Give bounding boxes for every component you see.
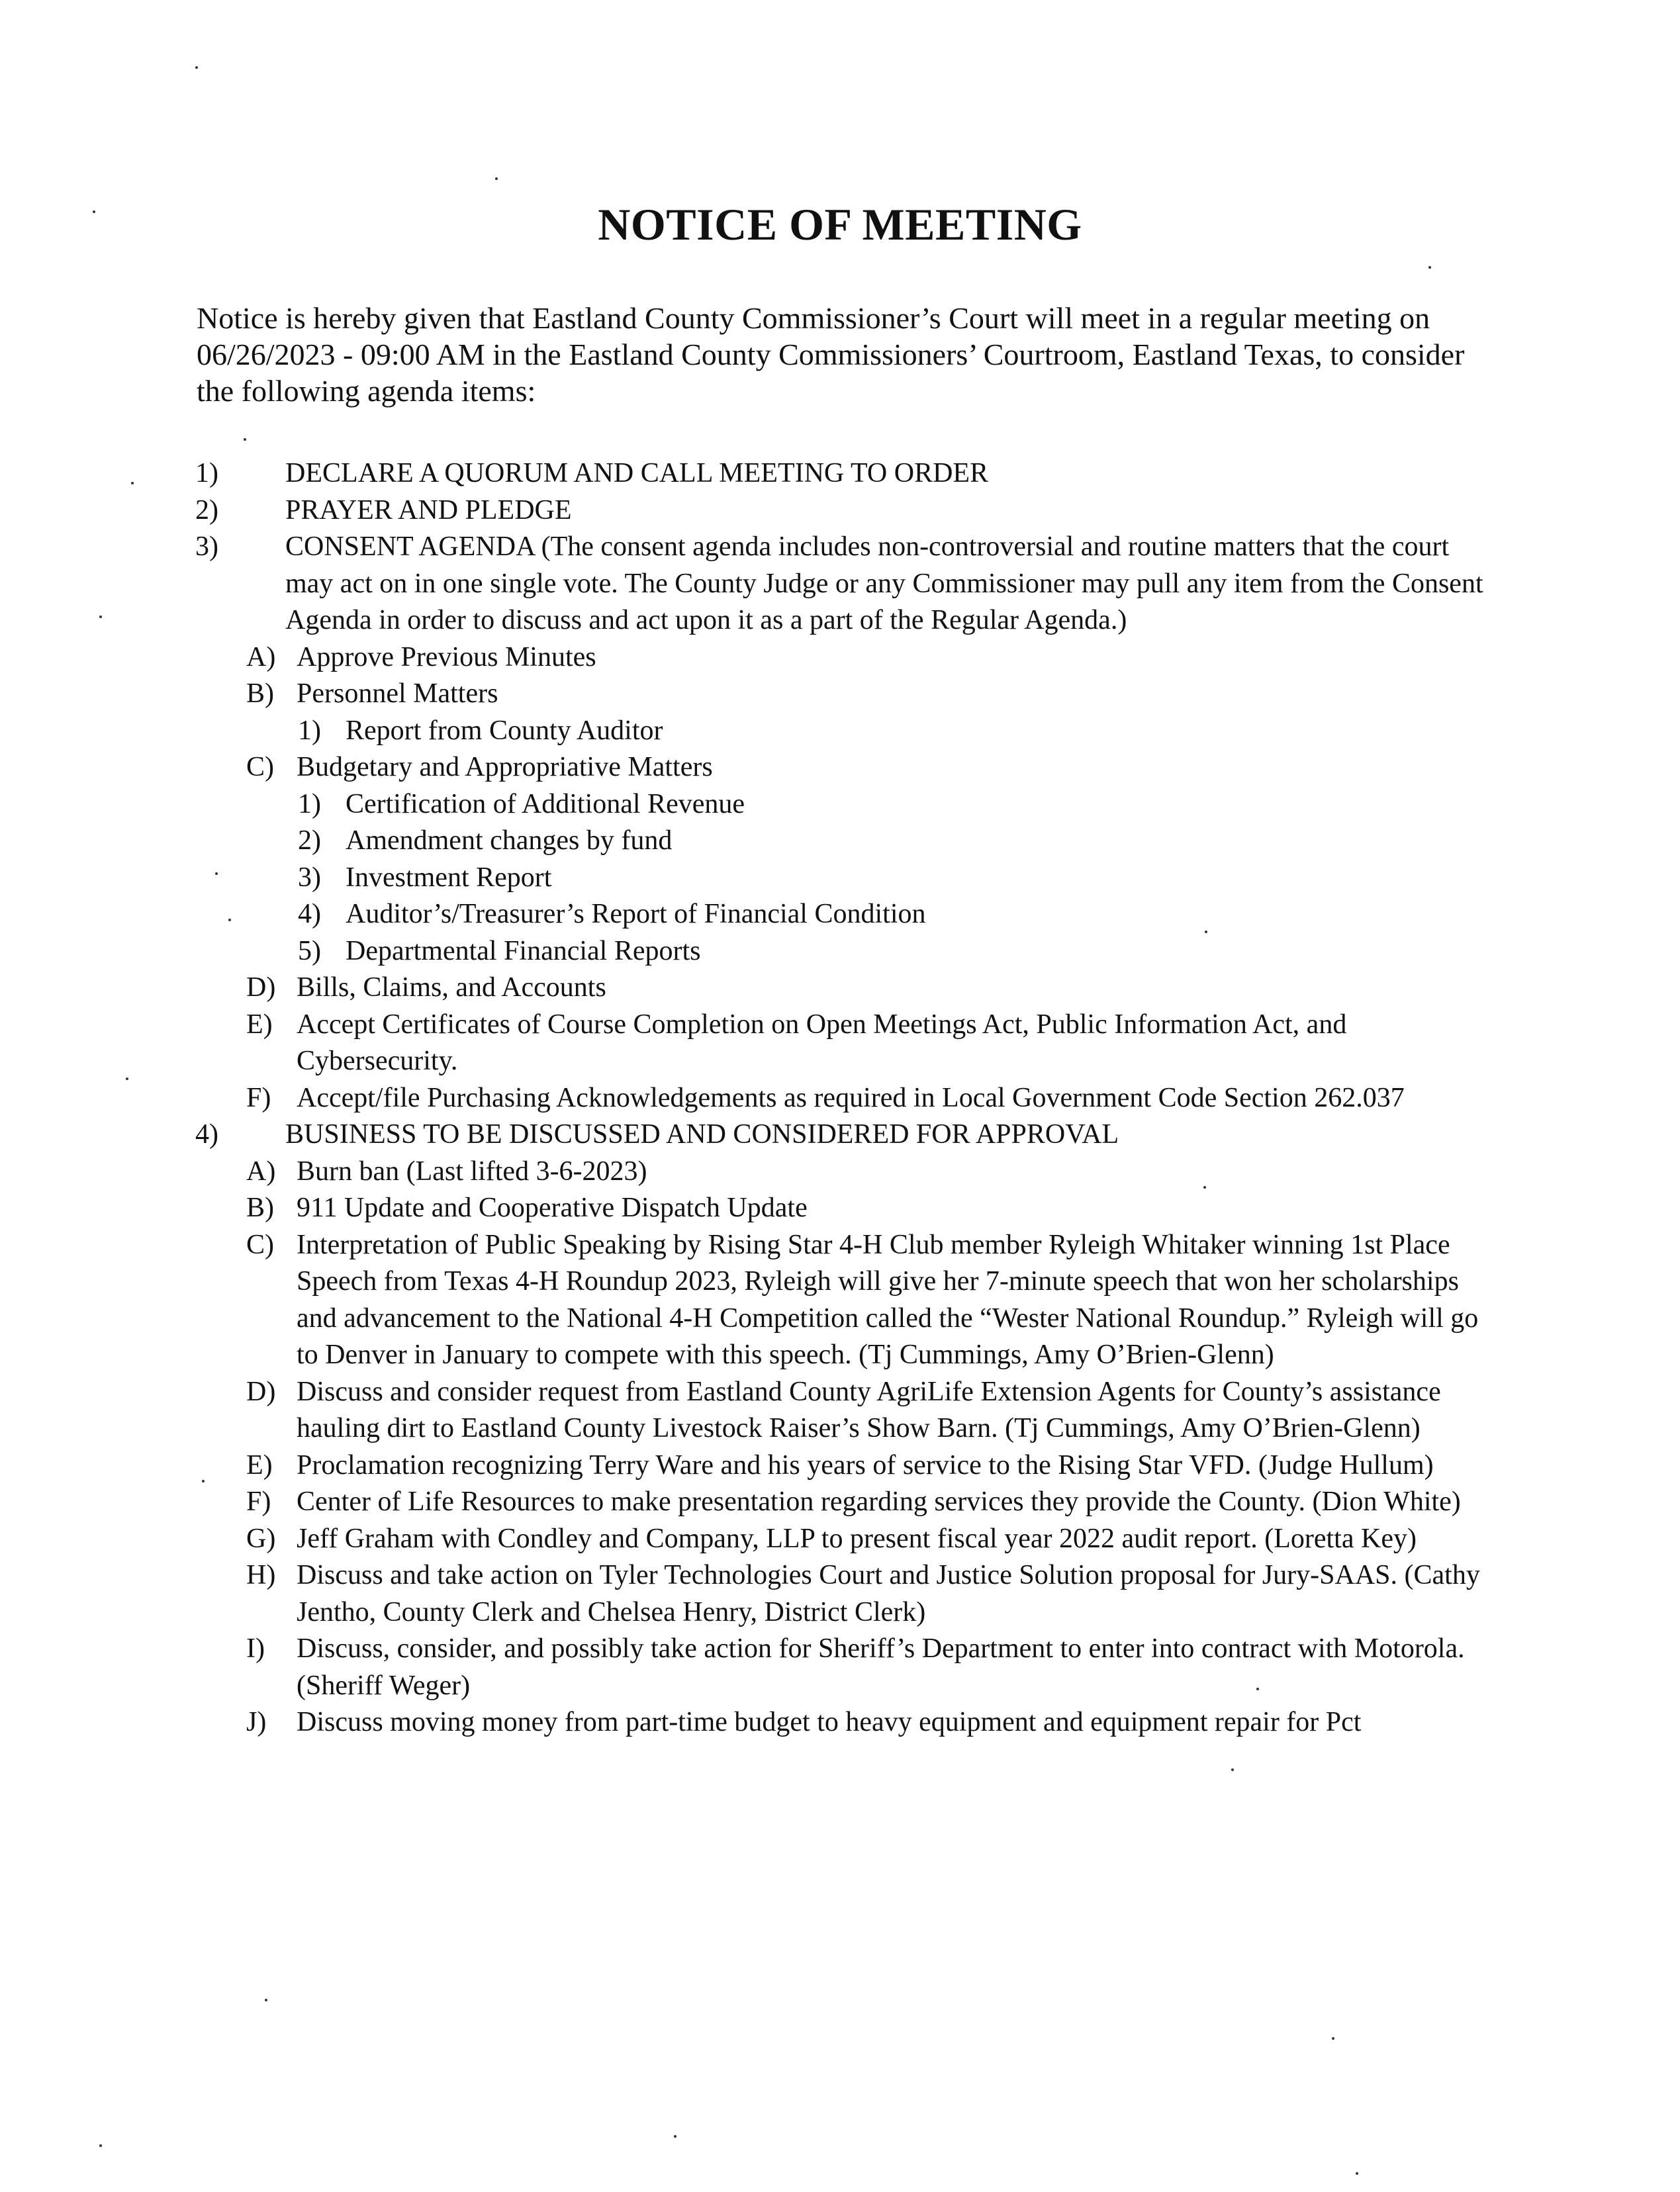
scan-speck — [1428, 266, 1431, 269]
agenda-item — [0, 1117, 1680, 1154]
agenda-item-text: Bills, Claims, and Accounts — [297, 972, 606, 1003]
agenda-item-number: 3) — [298, 862, 321, 893]
agenda-item — [0, 1190, 1680, 1227]
agenda-item-text: CONSENT AGENDA (The consent agenda includes non-controversial and routine matters that the court may act on in one single vote. The County Judge or any Commissioner may pull any item from the Consent Agenda in order to discuss and act upon it as a part of the Regular Agenda.) — [285, 531, 1483, 635]
agenda-item-number: 1) — [298, 788, 321, 819]
agenda-item-text: Approve Previous Minutes — [297, 641, 596, 672]
scan-speck — [195, 66, 198, 69]
agenda-item-text: Center of Life Resources to make presentation regarding services they provide the County. (Dion White) — [297, 1486, 1461, 1517]
agenda-item-number: H) — [246, 1560, 276, 1590]
agenda-item-text: Burn ban (Last lifted 3-6-2023) — [297, 1156, 647, 1187]
agenda-item — [0, 1080, 1680, 1117]
scan-speck — [1205, 931, 1207, 933]
agenda-item — [0, 1007, 1680, 1080]
scan-speck — [202, 1480, 205, 1483]
agenda-item-number: D) — [246, 972, 276, 1003]
agenda-item-text: Proclamation recognizing Terry Ware and his years of service to the Rising Star VFD. (Judge Hullum) — [297, 1449, 1434, 1481]
agenda-item-text: Certification of Additional Revenue — [346, 788, 745, 819]
scan-speck — [131, 482, 134, 484]
agenda-item-number: A) — [246, 1156, 276, 1187]
agenda-item-text: Amendment changes by fund — [346, 825, 673, 856]
agenda-item-text: Jeff Graham with Condley and Company, LLP to present fiscal year 2022 audit report. (Loretta Key) — [297, 1523, 1417, 1554]
agenda-item — [0, 529, 1680, 639]
page-title: NOTICE OF MEETING — [598, 199, 1082, 250]
agenda-item-number: 3) — [195, 531, 218, 562]
scan-speck — [215, 872, 218, 875]
agenda-item — [0, 1521, 1680, 1558]
agenda-item-text: Discuss and consider request from Eastland County AgriLife Extension Agents for County’s assistance hauling dirt to Eastland County Livestock Raiser’s Show Barn. (Tj Cummings, Amy O’Brien-Glenn) — [297, 1376, 1441, 1443]
agenda-item-number: D) — [246, 1376, 276, 1407]
scan-speck — [99, 616, 102, 618]
scan-speck — [93, 210, 95, 213]
agenda-item — [0, 676, 1680, 713]
agenda-item — [0, 786, 1680, 823]
agenda-item-number: 5) — [298, 935, 321, 966]
scan-speck — [495, 177, 498, 180]
agenda-item-text: Personnel Matters — [297, 678, 498, 709]
agenda-item-text: Discuss moving money from part-time budget to heavy equipment and equipment repair for Pct — [297, 1707, 1362, 1737]
agenda-item — [0, 492, 1680, 529]
agenda-item-text: Report from County Auditor — [346, 715, 663, 746]
agenda-item — [0, 933, 1680, 970]
scan-speck — [1332, 2037, 1334, 2040]
agenda-item-text: Investment Report — [346, 862, 552, 893]
agenda-item-number: C) — [246, 752, 274, 782]
scan-speck — [265, 1999, 267, 2001]
agenda-item — [0, 1704, 1680, 1741]
agenda-item — [0, 1484, 1680, 1521]
scan-speck — [126, 1077, 128, 1080]
agenda-item — [0, 1631, 1680, 1704]
agenda-item-number: E) — [246, 1449, 273, 1481]
agenda-item-number: G) — [246, 1523, 276, 1554]
agenda-item-text: Auditor’s/Treasurer’s Report of Financial Condition — [346, 899, 926, 929]
agenda-item — [0, 749, 1680, 786]
scan-speck — [1231, 1768, 1234, 1771]
agenda-list — [0, 455, 1680, 1741]
agenda-item — [0, 823, 1680, 860]
agenda-item-number: E) — [246, 1009, 273, 1040]
agenda-item — [0, 1227, 1680, 1374]
agenda-item — [0, 860, 1680, 897]
notice-intro: Notice is hereby given that Eastland County Commissioner’s Court will meet in a regular meeting on 06/26/2023 - 09:00 AM in the Eastland County Commissioners’ Courtroom, Eastland Texas, to consider the following agenda items: — [197, 301, 1465, 408]
scan-speck — [244, 438, 246, 441]
agenda-item-text: DECLARE A QUORUM AND CALL MEETING TO ORDER — [285, 458, 989, 488]
agenda-item-number: 4) — [195, 1119, 218, 1150]
agenda-item-text: Accept Certificates of Course Completion on Open Meetings Act, Public Information Act, and Cybersecurity. — [297, 1009, 1347, 1076]
agenda-item-number: 2) — [195, 494, 218, 525]
agenda-item — [0, 1374, 1680, 1447]
agenda-item — [0, 1447, 1680, 1484]
agenda-item-number: 2) — [298, 825, 321, 856]
scan-speck — [674, 2135, 677, 2138]
scan-speck — [228, 919, 231, 921]
agenda-item — [0, 1154, 1680, 1191]
agenda-item-text: Discuss, consider, and possibly take action for Sheriff’s Department to enter into contract with Motorola. (Sheriff Weger) — [297, 1633, 1465, 1701]
agenda-item-text: Discuss and take action on Tyler Technologies Court and Justice Solution proposal for Jury-SAAS. (Cathy Jentho, County Clerk and Chelsea Henry, District Clerk) — [297, 1560, 1480, 1627]
scan-speck — [1203, 1186, 1206, 1189]
scan-speck — [1256, 1688, 1259, 1690]
agenda-item-number: J) — [246, 1707, 267, 1737]
agenda-item-number: 1) — [195, 458, 218, 488]
agenda-item-text: Budgetary and Appropriative Matters — [297, 752, 713, 782]
agenda-item-text: Interpretation of Public Speaking by Rising Star 4-H Club member Ryleigh Whitaker winning 1st Place Speech from Texas 4-H Roundup 2023, Ryleigh will give her 7-minute speech that won her scholarships and advancement to the National 4-H Competition called the “Wester National Roundup.” Ryleigh will go to Denver in January to compete with this speech. (Tj Cummings, Amy O’Brien-Glenn) — [297, 1229, 1479, 1370]
agenda-item-text: Accept/file Purchasing Acknowledgements as required in Local Government Code Section 262.037 — [297, 1082, 1405, 1113]
agenda-item — [0, 455, 1680, 492]
agenda-item-text: BUSINESS TO BE DISCUSSED AND CONSIDERED FOR APPROVAL — [285, 1119, 1119, 1150]
agenda-item-number: B) — [246, 678, 274, 709]
agenda-item — [0, 1557, 1680, 1631]
agenda-item-number: F) — [246, 1082, 271, 1113]
agenda-item-text: Departmental Financial Reports — [346, 935, 701, 966]
agenda-item — [0, 970, 1680, 1007]
scan-speck — [1356, 2172, 1358, 2175]
agenda-item — [0, 713, 1680, 750]
agenda-item-number: B) — [246, 1193, 274, 1223]
agenda-item-number: 1) — [298, 715, 321, 746]
agenda-item — [0, 896, 1680, 933]
scan-speck — [99, 2144, 102, 2147]
agenda-item-number: I) — [246, 1633, 265, 1664]
agenda-item-text: PRAYER AND PLEDGE — [285, 494, 572, 525]
agenda-item-text: 911 Update and Cooperative Dispatch Update — [297, 1193, 808, 1223]
agenda-item — [0, 639, 1680, 676]
agenda-item-number: A) — [246, 641, 276, 672]
agenda-item-number: F) — [246, 1486, 271, 1517]
agenda-item-number: 4) — [298, 899, 321, 929]
agenda-item-number: C) — [246, 1229, 274, 1260]
